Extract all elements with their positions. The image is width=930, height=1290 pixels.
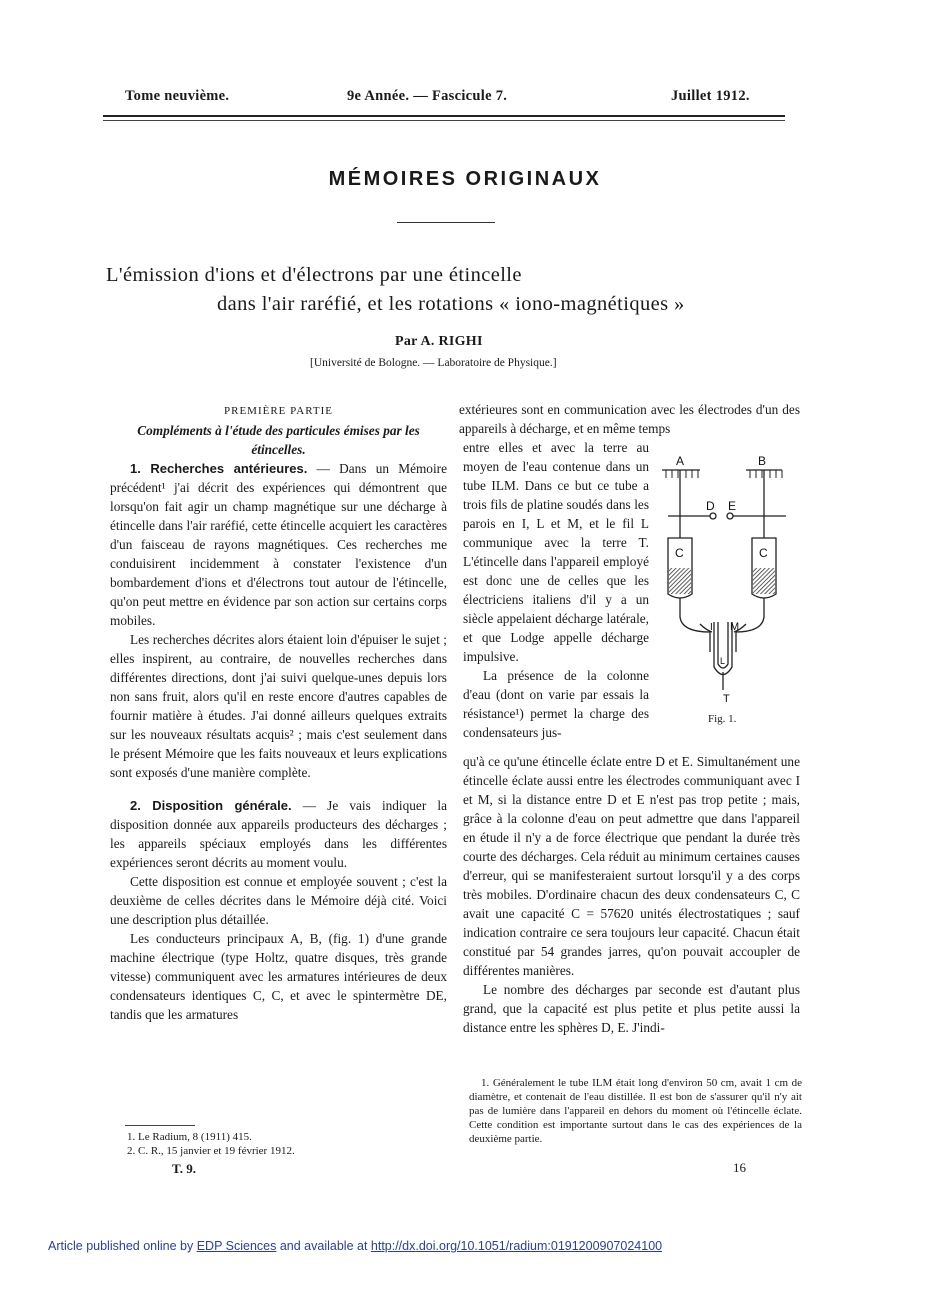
paragraph: Cette disposition est connue et employée souvent ; c'est la deuxième de celles décrites dans le Mémoire déjà cité. Voici une description plus détaillée. (110, 874, 447, 927)
paragraph: Le nombre des décharges par seconde est d'autant plus grand, que la capacité est plus petite et plus petite aussi la distance entre les sphères D, E. J'indi- (463, 982, 800, 1035)
paragraph-section-2: 2. Disposition générale. — Je vais indiquer la disposition donnée aux appareils producteurs des décharges ; les appareils spéciaux employés dans les différentes expériences seront décrits au moment voulu. (110, 798, 447, 870)
paragraph: entre elles et avec la terre au moyen de l'eau contenue dans un tube ILM. Dans ce but ce tube a trois fils de platine soudés dans les parois en I, L et M, et le fil L communique avec la terre T. L'étincelle dans l'appareil employé est donc une de celles que les électriciens italiens d'il y a un siècle appelaient décharge latérale, et que Lodge appelle décharge impulsive. (463, 440, 649, 664)
paragraph-continued: qu'à ce qu'une étincelle éclate entre D et E. Simultanément une étincelle éclate aussi entre les électrodes communiquant avec I et M, si la distance entre D et E n'est pas trop petite ; mais, grâce à la colonne d'eau on peut admettre que dans l'appareil en étude il n'y a de force électrique que pendant la durée très courte des décharges. Cela réduit au minimum certaines causes d'erreur, qui se manifesteraient surtout lorsqu'il y a des corps très mobiles. D'ordinaire chacun des deux condensateurs C, C avait une capacité C = 57620 unités électrostatiques ; sauf indication contraire ce sera toujours leur capacité. Chacun était constitué par 54 grandes jarres, qu'on pouvait accoupler de différentes manières. (463, 754, 800, 978)
paragraph: Les recherches décrites alors étaient loin d'épuiser le sujet ; elles inspirent, au contraire, de nouvelles recherches dans différentes directions, dont j'ai suivi quelque-unes depuis lors non sans fruit, alors qu'il en reste encore d'autres capables de fournir matière à études. J'ai donné ailleurs quelques extraits sur les nouveaux résultats acquis² ; mais c'est seulement dans le présent Mémoire que les faits nouveaux et leurs explications sont exposés d'une manière complète. (110, 632, 447, 780)
left-column (110, 402, 447, 1024)
header-rule (103, 115, 785, 117)
section-2-heading: 2. Disposition générale. (130, 798, 292, 813)
label-m: M (730, 621, 740, 633)
label-e: E (728, 499, 737, 513)
right-column-wrap (463, 438, 649, 742)
article-title-line1: L'émission d'ions et d'électrons par une étincelle (106, 264, 522, 286)
part-subtitle: Compléments à l'étude des particules émises par les étincelles. (137, 423, 420, 457)
part-heading: PREMIÈRE PARTIE (224, 405, 333, 417)
label-b: B (758, 454, 767, 468)
page-number: 16 (733, 1160, 746, 1175)
footnote-right: 1. Généralement le tube ILM était long d'environ 50 cm, avait 1 cm de diamètre, et contenait de l'eau distillée. Il est bon de s'assurer qu'il n'y ait pas de lumière dans l'appareil en dehors du moment où l'étincelle éclate. Cette condition est importante surtout dans le cas des expériences de la deuxième partie. (469, 1077, 802, 1145)
section-divider (397, 222, 495, 223)
paragraph-continued: extérieures sont en communication avec les électrodes d'un des appareils à décharge, et en même temps (459, 402, 800, 436)
running-header-volume: Tome neuvième. (125, 88, 230, 104)
author: Par A. RIGHI (395, 334, 483, 349)
paragraph-section-1: 1. Recherches antérieures. — Dans un Mémoire précédent¹ j'ai décrit des expériences qui démontrent que lorsqu'on fait agir un champ magnétique sur une décharge à étincelle dans l'air raréfié, cette étincelle acquiert les caractères d'un faisceau de rayons magnétiques. Ces recherches me conduisirent incidemment à constater l'existence d'un bombardement d'ions et d'électrons tout autour de l'étincelle, qu'on peut mettre en évidence par son action sur certains corps mobiles. (110, 461, 447, 628)
label-t: T (723, 693, 730, 705)
label-c-right: C (759, 546, 768, 560)
paragraph: Les conducteurs principaux A, B, (fig. 1) d'une grande machine électrique (type Holtz, quatre disques, très grande vitesse) communiquent avec les armatures intérieures de deux condensateurs identiques C, C, et avec le spintermètre DE, tandis que les armatures (110, 931, 447, 1022)
publisher-link[interactable]: EDP Sciences (196, 1239, 277, 1253)
right-column-top (459, 400, 800, 438)
header-rule-thin (103, 120, 785, 121)
label-a: A (676, 454, 685, 468)
label-c-left: C (675, 546, 684, 560)
affiliation: [Université de Bologne. — Laboratoire de Physique.] (310, 357, 557, 369)
figure-caption: Fig. 1. (708, 713, 737, 725)
article-title-line2: dans l'air raréfié, et les rotations « iono-magnétiques » (217, 293, 685, 315)
running-header-issue: 9e Année. — Fascicule 7. (347, 88, 508, 104)
footnote-rule (125, 1125, 195, 1126)
footnote-1: 1. Le Radium, 8 (1911) 415. (127, 1131, 252, 1143)
figure-1-apparatus-diagram (660, 452, 790, 712)
running-header-date: Juillet 1912. (671, 88, 750, 104)
label-l: L (720, 656, 726, 666)
footnote-2: 2. C. R., 15 janvier et 19 février 1912. (127, 1145, 295, 1157)
publication-footer: Article published online by EDP Sciences and available at http://dx.doi.org/10.1051/radium:0191200907024100 (48, 1239, 663, 1253)
section-heading: MÉMOIRES ORIGINAUX (328, 168, 602, 190)
label-d: D (706, 499, 715, 513)
paragraph: La présence de la colonne d'eau (dont on varie par essais la résistance¹) permet la charge des condensateurs jus- (463, 668, 649, 740)
doi-link[interactable]: http://dx.doi.org/10.1051/radium:0191200907024100 (370, 1239, 663, 1253)
right-column-bottom (463, 752, 800, 1037)
label-i: I (710, 622, 713, 633)
section-1-heading: 1. Recherches antérieures. (130, 461, 308, 476)
volume-mark: T. 9. (172, 1161, 196, 1176)
